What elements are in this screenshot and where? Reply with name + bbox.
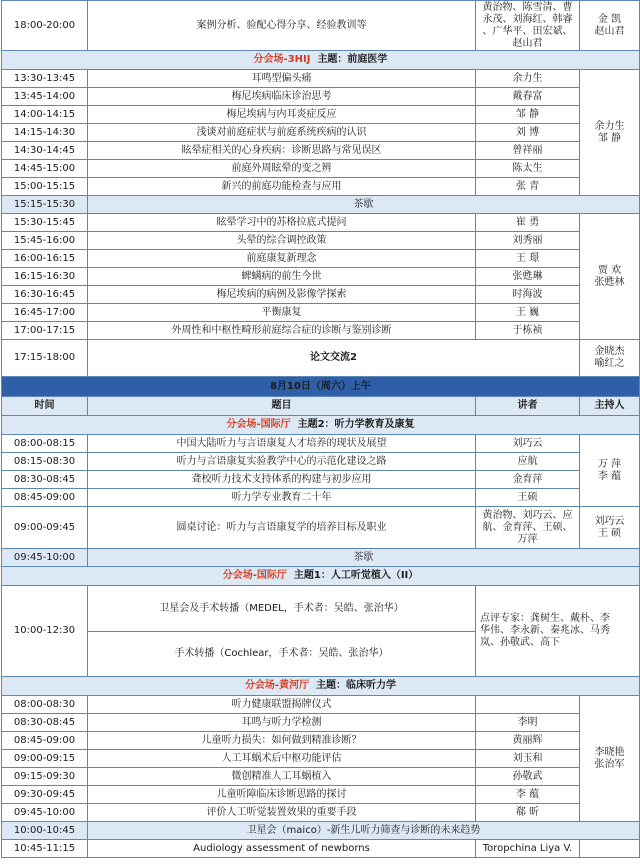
speaker-cell: 张 青 [476, 178, 580, 196]
table-row [2, 453, 640, 471]
time-cell: 15:15-15:30 [2, 196, 88, 214]
host-cell: 李晓艳 张治军 [580, 696, 640, 822]
speaker-cell: 孙敬武 [476, 768, 580, 786]
speaker-cell: 李明 [476, 714, 580, 732]
session-theme: 主题2：听力学教育及康复 [297, 419, 415, 430]
time-cell: 10:45-11:15 [2, 840, 88, 858]
topic-cell: 梅尼埃病与内耳炎症反应 [88, 106, 476, 124]
topic-cell: 眩晕症相关的心身疾病：诊断思路与常见误区 [88, 142, 476, 160]
topic-cell: 中国大陆听力与言语康复人才培养的现状及展望 [88, 435, 476, 453]
table-row [2, 696, 640, 714]
speaker-cell: 崔 勇 [476, 214, 580, 232]
day-header: 8月10日（周六）上午 [2, 377, 640, 397]
table-row [2, 322, 640, 340]
table-row [2, 232, 640, 250]
table-row [2, 214, 640, 232]
speaker-cell: 余力生 [476, 70, 580, 88]
time-cell: 16:30-16:45 [2, 286, 88, 304]
speaker-cell: 王 巍 [476, 304, 580, 322]
time-cell: 14:30-14:45 [2, 142, 88, 160]
speaker-cell: 陈太生 [476, 160, 580, 178]
session-theme: 主题1：人工听觉植入（II） [293, 570, 419, 581]
session-venue: 分会场-黄河厅 [244, 680, 310, 691]
table-row [2, 489, 640, 507]
break-label: 茶歇 [88, 549, 640, 567]
time-cell: 13:45-14:00 [2, 88, 88, 106]
break-label: 卫星会（maico）-新生儿听力筛查与诊断的未来趋势 [88, 822, 640, 840]
speaker-cell: 黄治物、刘巧云、应 航、金育萍、王硕、 万萍 [476, 507, 580, 549]
column-header-row [2, 397, 640, 416]
break-row [2, 822, 640, 840]
session-theme: 主题：前庭医学 [317, 54, 388, 65]
topic-cell: 蜱螨病的前生今世 [88, 268, 476, 286]
table-row [2, 124, 640, 142]
table-row [2, 268, 640, 286]
topic-cell: 儿童听力损失：如何做到精准诊断？ [88, 732, 476, 750]
table-row [2, 1, 640, 51]
topic-cell: 前庭外周眩晕的变之辨 [88, 160, 476, 178]
break-label: 茶歇 [88, 196, 640, 214]
speaker-cell: 李 蕴 [476, 786, 580, 804]
time-cell: 17:15-18:00 [2, 340, 88, 377]
speaker-cell: 时海波 [476, 286, 580, 304]
table-row [2, 70, 640, 88]
table-row [2, 178, 640, 196]
time-cell: 09:00-09:15 [2, 750, 88, 768]
table-row [2, 750, 640, 768]
topic-cell: 手术转播（Cochlear，手术者：吴皓、张治华） [88, 632, 476, 677]
topic-cell: 新兴的前庭功能检查与应用 [88, 178, 476, 196]
speaker-cell: 王硕 [476, 489, 580, 507]
topic-cell: 卫星会及手术转播（MEDEL，手术者：吴皓、张治华） [88, 586, 476, 632]
topic-cell: 圆桌讨论：听力与言语康复学的培养目标及职业 [88, 507, 476, 549]
topic-cell: 听力健康联盟揭牌仪式 [88, 696, 476, 714]
speaker-cell: 邹 静 [476, 106, 580, 124]
topic-cell: 浅谈对前庭症状与前庭系统疾病的认识 [88, 124, 476, 142]
time-cell: 08:00-08:15 [2, 435, 88, 453]
topic-cell: 评价人工听觉装置效果的重要手段 [88, 804, 476, 822]
time-cell: 08:30-08:45 [2, 471, 88, 489]
host-cell: 余力生 邹 静 [580, 70, 640, 196]
speaker-cell: 张甦琳 [476, 268, 580, 286]
break-row [2, 196, 640, 214]
time-cell: 10:00-12:30 [2, 586, 88, 677]
speaker-cell: 金育萍 [476, 471, 580, 489]
session-header [2, 51, 640, 70]
speaker-cell: 王 璟 [476, 250, 580, 268]
table-row [2, 340, 640, 377]
time-cell: 09:15-09:30 [2, 768, 88, 786]
table-row [2, 160, 640, 178]
topic-cell: 案例分析、验配心得分享、经验教训等 [88, 1, 476, 51]
time-cell: 16:45-17:00 [2, 304, 88, 322]
time-cell: 08:30-08:45 [2, 714, 88, 732]
table-row [2, 471, 640, 489]
speaker-cell: 黄治物、陈雪清、曹 永茂、刘海红、韩睿 、广华平、田宏斌、 赵山君 [476, 1, 580, 51]
session-venue: 分会场-国际厅 [222, 570, 287, 581]
column-header: 时间 [2, 397, 88, 416]
time-cell: 08:15-08:30 [2, 453, 88, 471]
speaker-cell: 戴春富 [476, 88, 580, 106]
table-row [2, 286, 640, 304]
topic-cell: 听力学专业教育二十年 [88, 489, 476, 507]
speaker-cell: 于栋祯 [476, 322, 580, 340]
time-cell: 16:00-16:15 [2, 250, 88, 268]
time-cell: 17:00-17:15 [2, 322, 88, 340]
table-row [2, 786, 640, 804]
table-row [2, 804, 640, 822]
topic-cell: 前庭康复新理念 [88, 250, 476, 268]
time-cell: 09:00-09:45 [2, 507, 88, 549]
speaker-cell [476, 696, 580, 714]
column-header: 主持人 [580, 397, 640, 416]
speaker-cell: 曾祥丽 [476, 142, 580, 160]
speaker-cell: 应航 [476, 453, 580, 471]
session-header [2, 567, 640, 586]
speaker-cell: 刘秀丽 [476, 232, 580, 250]
table-row [2, 507, 640, 549]
table-row [2, 106, 640, 124]
host-cell: 贾 欢 张甦林 [580, 214, 640, 340]
session-venue: 分会场-国际厅 [226, 419, 291, 430]
time-cell: 09:30-09:45 [2, 786, 88, 804]
table-row [2, 768, 640, 786]
time-cell: 08:45-09:00 [2, 732, 88, 750]
time-cell: 09:45-10:00 [2, 804, 88, 822]
break-row [2, 549, 640, 567]
topic-cell: 微创精准人工耳蜗植入 [88, 768, 476, 786]
speaker-cell: 刘玉和 [476, 750, 580, 768]
session-header [2, 416, 640, 435]
topic-cell: 聋校听力技术支持体系的构建与初步应用 [88, 471, 476, 489]
host-cell [580, 840, 640, 858]
speaker-cell: Toropchina Liya V. [476, 840, 580, 858]
topic-cell: 梅尼埃病临床诊治思考 [88, 88, 476, 106]
session-venue: 分会场-3HIJ [253, 54, 311, 65]
table-row [2, 250, 640, 268]
session-header [2, 677, 640, 696]
topic-cell: 论文交流2 [88, 340, 580, 377]
time-cell: 10:00-10:45 [2, 822, 88, 840]
topic-cell: 儿童听障临床诊断思路的探讨 [88, 786, 476, 804]
topic-cell: 头晕的综合调控政策 [88, 232, 476, 250]
time-cell: 14:45-15:00 [2, 160, 88, 178]
topic-cell: 耳鸣与听力学检测 [88, 714, 476, 732]
time-cell: 15:45-16:00 [2, 232, 88, 250]
speaker-cell: 刘 博 [476, 124, 580, 142]
topic-cell: 听力与言语康复实验教学中心的示范化建设之路 [88, 453, 476, 471]
schedule-table [1, 0, 640, 858]
table-row [2, 142, 640, 160]
column-header: 讲者 [476, 397, 580, 416]
session-theme: 主题：临床听力学 [316, 680, 397, 691]
time-cell: 09:45-10:00 [2, 549, 88, 567]
time-cell: 08:45-09:00 [2, 489, 88, 507]
speaker-cell: 点评专家：龚树生、戴朴、李 华伟、李永新、秦兆冰、马秀 岚、孙敬武、高下 [476, 586, 640, 677]
table-row [2, 714, 640, 732]
speaker-cell: 郗 昕 [476, 804, 580, 822]
time-cell: 13:30-13:45 [2, 70, 88, 88]
table-row [2, 586, 640, 632]
time-cell: 15:30-15:45 [2, 214, 88, 232]
host-cell: 金晓杰 喻红之 [580, 340, 640, 377]
time-cell: 16:15-16:30 [2, 268, 88, 286]
topic-cell: 人工耳蜗术后中枢功能评估 [88, 750, 476, 768]
time-cell: 14:00-14:15 [2, 106, 88, 124]
column-header: 题目 [88, 397, 476, 416]
host-cell: 万 萍 李 蕴 [580, 435, 640, 507]
host-cell: 金 凯 赵山君 [580, 1, 640, 51]
time-cell: 08:00-08:30 [2, 696, 88, 714]
time-cell: 14:15-14:30 [2, 124, 88, 142]
speaker-cell: 刘巧云 [476, 435, 580, 453]
host-cell: 刘巧云 王 硕 [580, 507, 640, 549]
table-row [2, 304, 640, 322]
topic-cell: 耳鸣型偏头痛 [88, 70, 476, 88]
table-row [2, 88, 640, 106]
table-row [2, 732, 640, 750]
topic-cell: 眩晕学习中的苏格拉底式提问 [88, 214, 476, 232]
table-row [2, 435, 640, 453]
topic-cell: 外周性和中枢性畸形前庭综合症的诊断与鉴别诊断 [88, 322, 476, 340]
topic-cell: 平衡康复 [88, 304, 476, 322]
table-row [2, 840, 640, 858]
time-cell: 15:00-15:15 [2, 178, 88, 196]
speaker-cell: 黄丽辉 [476, 732, 580, 750]
topic-cell: 梅尼埃病的病例及影像学探索 [88, 286, 476, 304]
time-cell: 18:00-20:00 [2, 1, 88, 51]
topic-cell: Audiology assessment of newborns [88, 840, 476, 858]
